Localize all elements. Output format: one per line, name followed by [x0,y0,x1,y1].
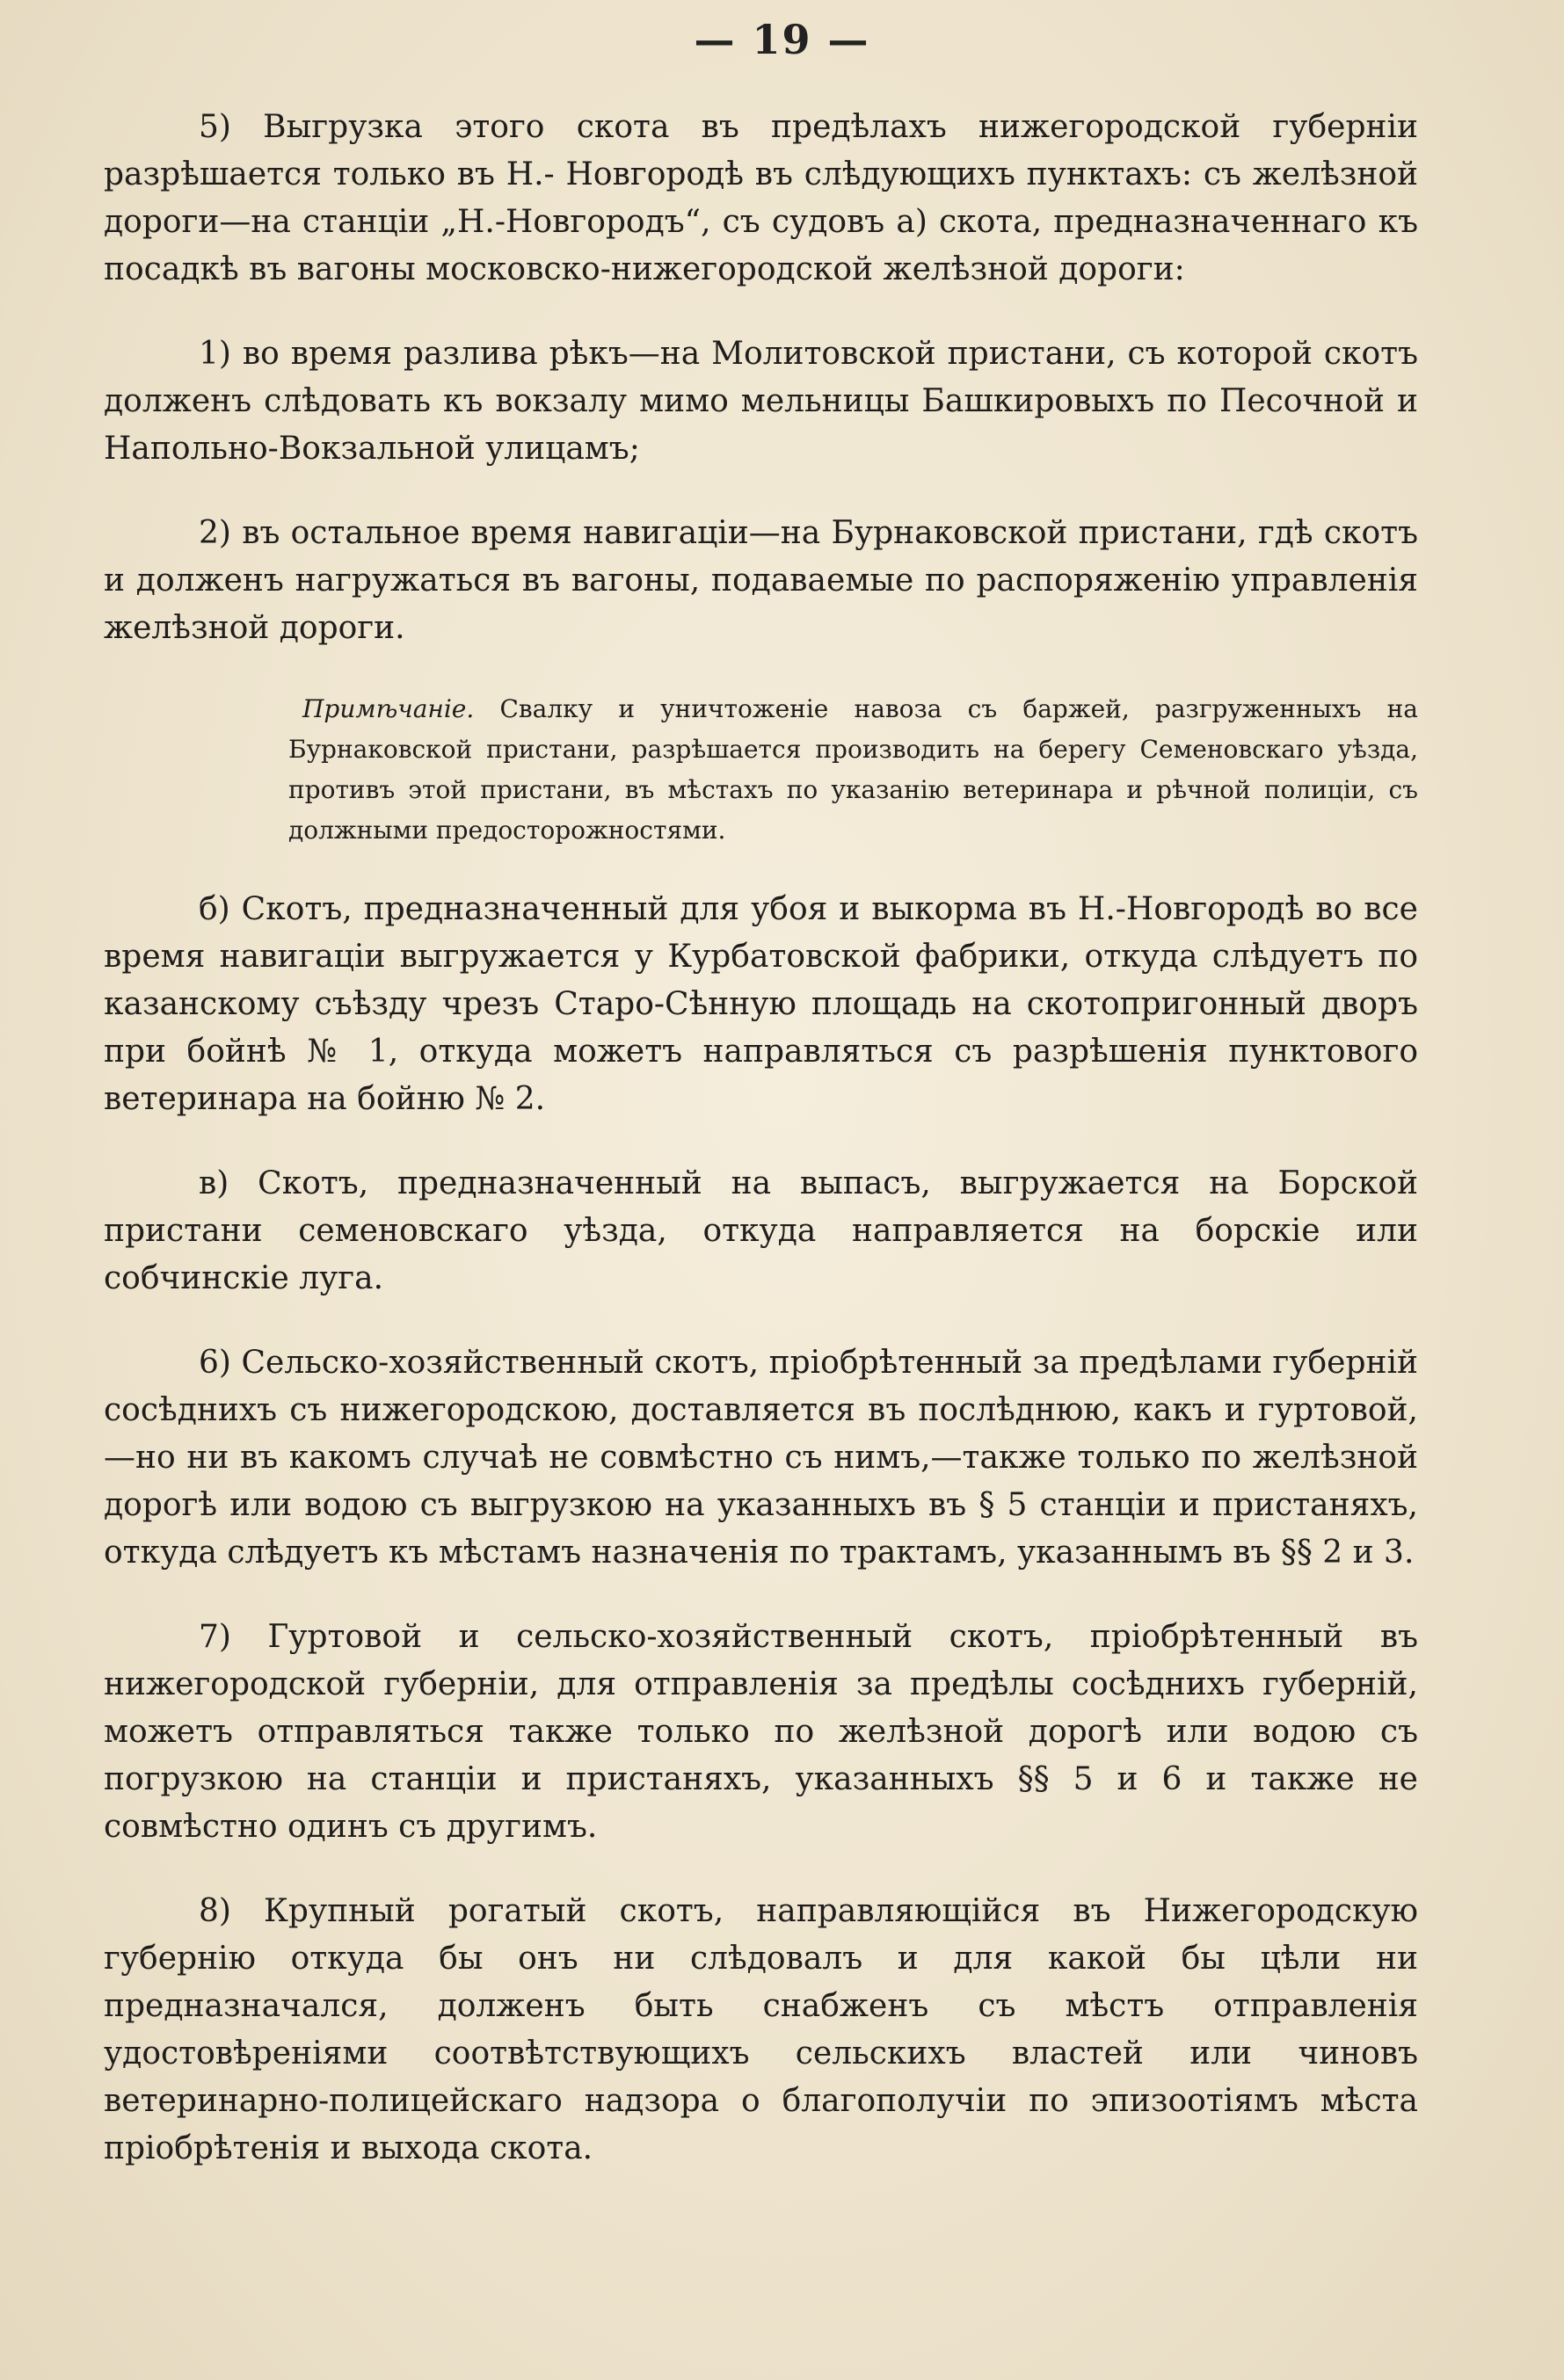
paragraph-5v: в) Скотъ, предназначенный на выпасъ, выгружается на Борской пристани семеновскаго уѣзда, откуда направляется на борскіе или собчинскіе луга. [104,1165,1418,1296]
page-number: — 19 — [694,16,870,63]
remark-label: Примѣчаніе. [302,694,475,723]
paragraph-7: 7) Гуртовой и сельско-хозяйственный скотъ, пріобрѣтенный въ нижегородской губерніи, для отправленія за предѣлы сосѣднихъ губерній, можетъ отправляться также только по желѣзной дорогѣ или водою съ погрузкою на станціи и пристаняхъ, указанныхъ §§ 5 и 6 и также не совмѣстно одинъ съ другимъ. [104,1619,1418,1845]
paragraph-8: 8) Крупный рогатый скотъ, направляющійся въ Нижегородскую губернію откуда бы онъ ни слѣдовалъ и для какой бы цѣли ни предназначался, долженъ быть снабженъ съ мѣстъ отправленія удостовѣреніями соотвѣтствующихъ сельскихъ властей или чиновъ ветеринарно-полицейскаго надзора о благополучіи по эпизоотіямъ мѣста пріобрѣтенія и выхода скота. [104,1893,1418,2166]
page-body [104,104,1418,2209]
paragraph-5b: б) Скотъ, предназначенный для убоя и выкорма въ Н.-Новгородѣ во все время навигаціи выгружается у Курбатовской фабрики, откуда слѣдуетъ по казанскому съѣзду чрезъ Старо-Сѣнную площадь на скотопригонный дворъ при бойнѣ № 1, откуда можетъ направляться съ разрѣшенія пунктового ветеринара на бойню № 2. [104,891,1418,1117]
paragraph-5-item-2: 2) въ остальное время навигаціи—на Бурнаковской пристани, гдѣ скотъ и долженъ нагружаться въ вагоны, подаваемые по распоряженію управленія желѣзной дороги. [104,515,1418,646]
remark-text: Свалку и уничтоженіе навоза съ баржей, разгруженныхъ на Бурнаковской пристани, разрѣшается производить на берегу Семеновскаго уѣзда, противъ этой пристани, въ мѣстахъ по указанію ветеринара и рѣчной полиціи, съ должными предосторожностями. [288,694,1418,845]
paragraph-5-item-1: 1) во время разлива рѣкъ—на Молитовской пристани, съ которой скотъ долженъ слѣдовать къ вокзалу мимо мельницы Башкировыхъ по Песочной и Напольно-Вокзальной улицамъ; [104,336,1418,467]
footnote-remark [288,689,1418,851]
paragraph-5: 5) Выгрузка этого скота въ предѣлахъ нижегородской губерніи разрѣшается только въ Н.- Новгородѣ въ слѣдующихъ пунктахъ: съ желѣзной дороги—на станціи „Н.-Новгородъ“, съ судовъ а) скота, предназначеннаго къ посадкѣ въ вагоны московско-нижегородской желѣзной дороги: [104,109,1418,287]
paragraph-6: 6) Сельско-хозяйственный скотъ, пріобрѣтенный за предѣлами губерній сосѣднихъ съ нижегородскою, доставляется въ послѣднюю, какъ и гуртовой,—но ни въ какомъ случаѣ не совмѣстно съ нимъ,—также только по желѣзной дорогѣ или водою съ выгрузкою на указанныхъ въ § 5 станціи и пристаняхъ, откуда слѣдуетъ къ мѣстамъ назначенія по трактамъ, указаннымъ въ §§ 2 и 3. [104,1345,1418,1571]
